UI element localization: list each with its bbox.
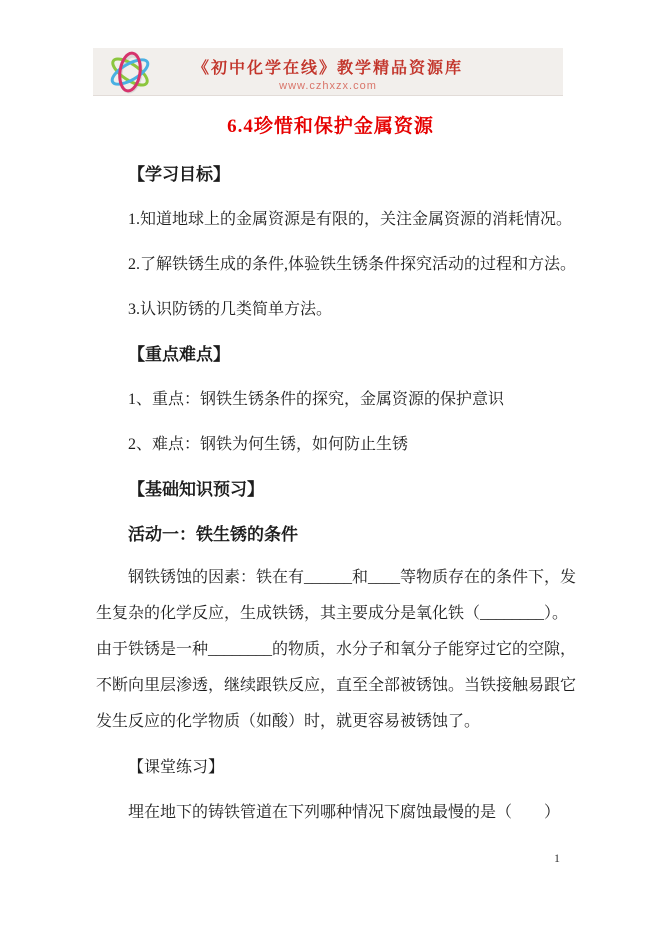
paragraph-line-5: 发生反应的化学物质（如酸）时，就更容易被锈蚀了。 (96, 713, 481, 730)
practice-question: 埋在地下的铸铁管道在下列哪种情况下腐蚀最慢的是（ ） (128, 804, 561, 821)
section-heading-class-practice: 【课堂练习】 (128, 759, 225, 776)
activity-one-heading: 活动一：铁生锈的条件 (128, 525, 298, 544)
site-header (93, 48, 563, 96)
site-url: www.czhxzx.com (279, 80, 377, 92)
key-point-item-2: 2、难点：钢铁为何生锈，如何防止生锈 (128, 436, 409, 453)
page-title: 6.4珍惜和保护金属资源 (227, 116, 434, 137)
page-number: 1 (554, 851, 560, 865)
key-point-item-1: 1、重点：钢铁生锈条件的探究，金属资源的保护意识 (128, 391, 505, 408)
site-header-text (93, 48, 563, 92)
rusting-factors-paragraph (96, 560, 641, 740)
document-body (96, 163, 641, 846)
learning-goal-item-2: 2.了解铁锈生成的条件,体验铁生锈条件探究活动的过程和方法。 (128, 256, 577, 273)
paragraph-line-1: 钢铁锈蚀的因素：铁在有______和____等物质存在的条件下，发 (128, 569, 577, 586)
learning-goal-item-1: 1.知道地球上的金属资源是有限的，关注金属资源的消耗情况。 (128, 211, 573, 228)
paragraph-line-2: 生复杂的化学反应，生成铁锈，其主要成分是氧化铁（________）。 (96, 605, 569, 622)
section-heading-key-points: 【重点难点】 (128, 345, 230, 364)
paragraph-line-4: 不断向里层渗透，继续跟铁反应，直至全部被锈蚀。当铁接触易跟它 (96, 677, 577, 694)
site-title: 《初中化学在线》教学精品资源库 (192, 60, 463, 77)
section-heading-learning-goals: 【学习目标】 (128, 165, 230, 184)
paragraph-line-3: 由于铁锈是一种________的物质，水分子和氧分子能穿过它的空隙， (96, 641, 577, 658)
section-heading-basics-preview: 【基础知识预习】 (128, 480, 264, 499)
learning-goal-item-3: 3.认识防锈的几类简单方法。 (128, 301, 333, 318)
